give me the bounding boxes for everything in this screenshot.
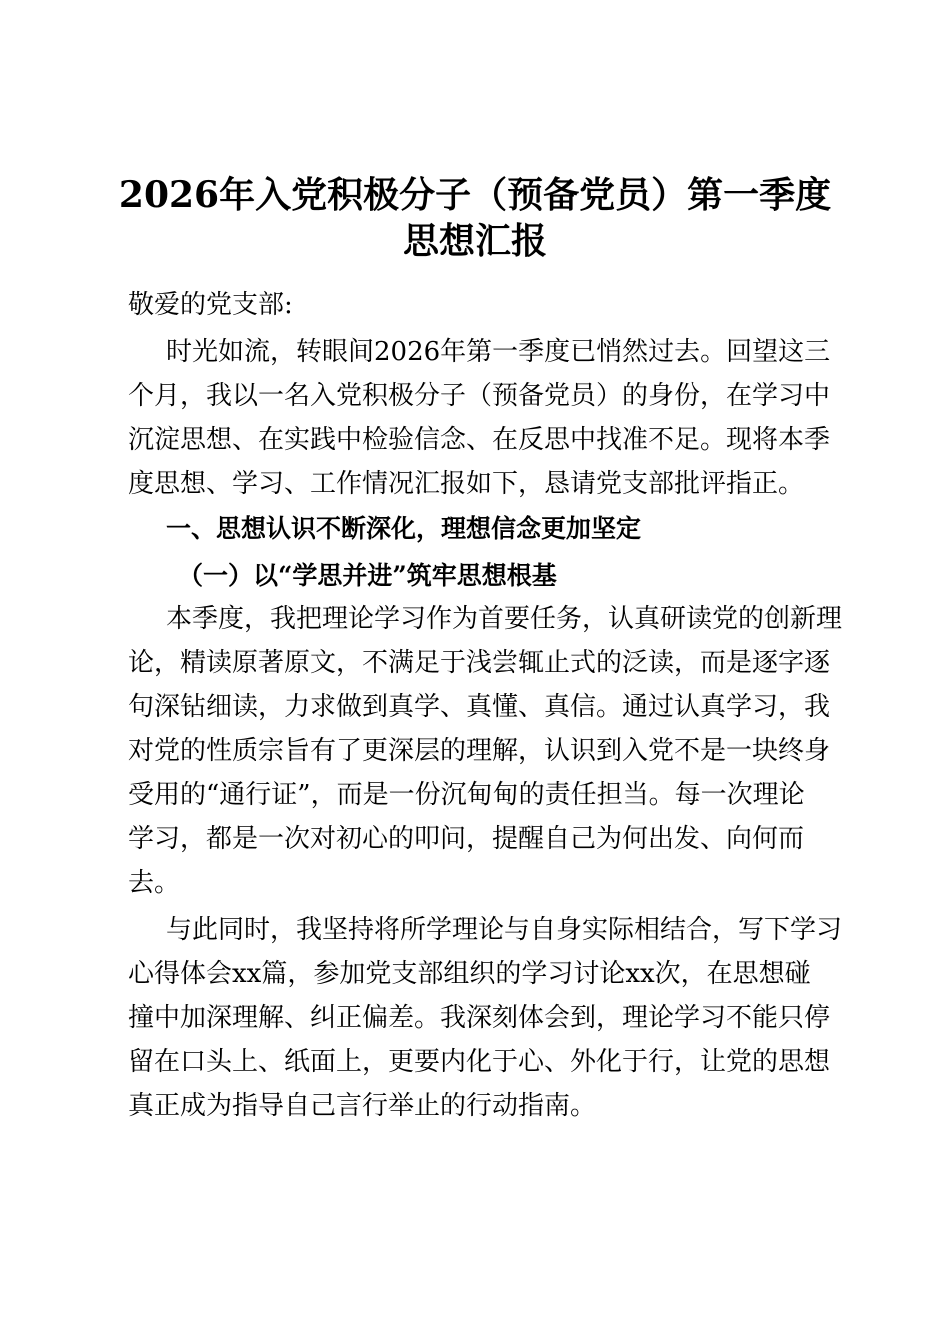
intro-line: 度思想、学习、工作情况汇报如下，恳请党支部批评指正。 (128, 469, 805, 499)
paragraph-line: 留在口头上、纸面上，更要内化于心、外化于行，让党的思想 (128, 1047, 831, 1077)
paragraph-line: 本季度，我把理论学习作为首要任务，认真研读党的创新理 (166, 604, 843, 634)
document-title-line2: 思想汇报 (402, 220, 547, 262)
paragraph-line: 心得体会xx篇，参加党支部组织的学习讨论xx次，在思想碰 (128, 959, 811, 989)
paragraph-line: 受用的“通行证”，而是一份沉甸甸的责任担当。每一次理论 (128, 780, 805, 810)
intro-line: 个月，我以一名入党积极分子（预备党员）的身份，在学习中 (128, 381, 831, 411)
intro-line: 时光如流，转眼间2026年第一季度已悄然过去。回望这三 (166, 337, 831, 367)
paragraph-line: 真正成为指导自己言行举止的行动指南。 (128, 1091, 597, 1121)
paragraph-line: 撞中加深理解、纠正偏差。我深刻体会到，理论学习不能只停 (128, 1003, 831, 1033)
salutation: 敬爱的党支部: (128, 290, 293, 320)
paragraph-line: 句深钻细读，力求做到真学、真懂、真信。通过认真学习，我 (128, 692, 831, 722)
document-title-line1: 2026年入党积极分子（预备党员）第一季度 (118, 174, 832, 216)
paragraph-line: 去。 (128, 868, 181, 898)
intro-line: 沉淀思想、在实践中检验信念、在反思中找准不足。现将本季 (128, 425, 831, 455)
paragraph-line: 对党的性质宗旨有了更深层的理解，认识到入党不是一块终身 (128, 736, 831, 766)
subsection-heading: （一）以“学思并进”筑牢思想根基 (178, 561, 557, 590)
paragraph-line: 学习，都是一次对初心的叩问，提醒自己为何出发、向何而 (128, 824, 805, 854)
paragraph-line: 与此同时，我坚持将所学理论与自身实际相结合，写下学习 (166, 915, 843, 945)
paragraph-line: 论，精读原著原文，不满足于浅尝辄止式的泛读，而是逐字逐 (128, 648, 831, 678)
section-heading: 一、思想认识不断深化，理想信念更加坚定 (166, 514, 642, 543)
